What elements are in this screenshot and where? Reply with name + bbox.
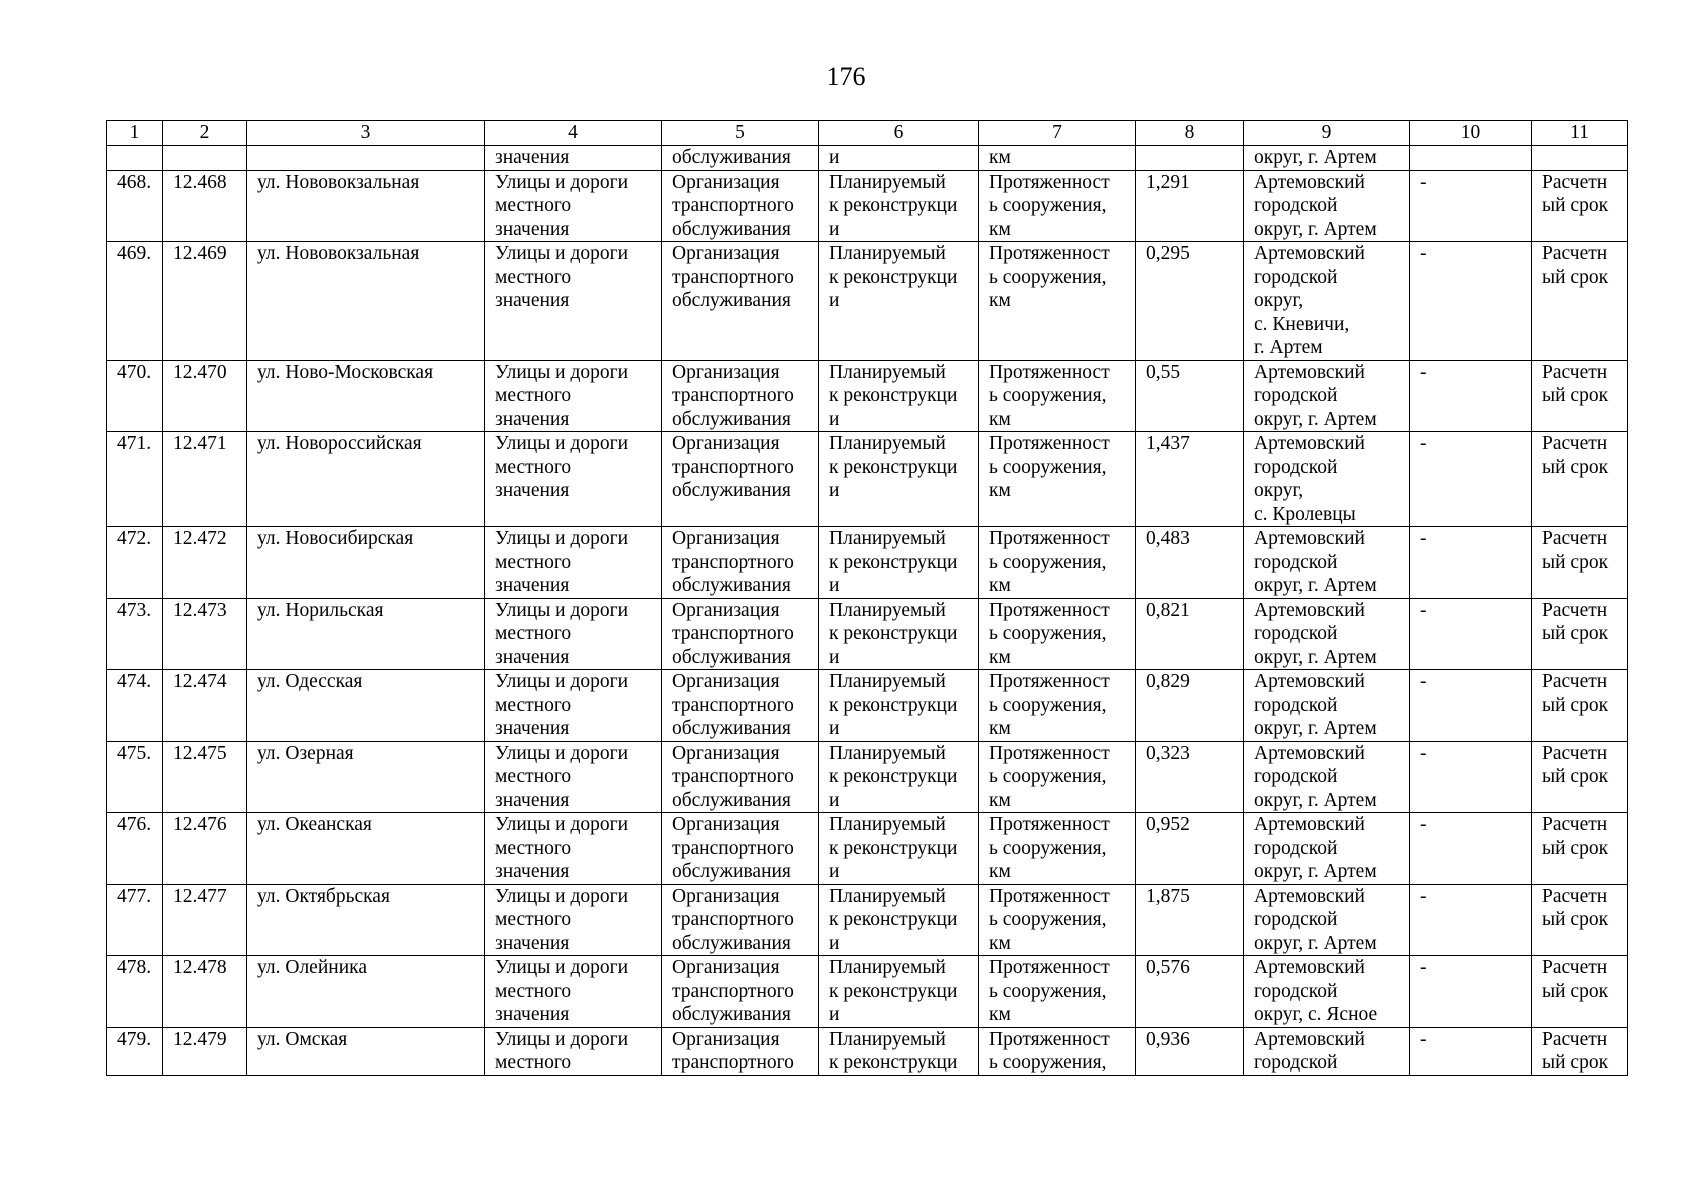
table-row	[107, 956, 1628, 1028]
table-cell: Улицы и дороги местного значения	[485, 956, 662, 1028]
table-row	[107, 670, 1628, 742]
table-cell: Улицы и дороги местного значения	[485, 432, 662, 527]
table-cell: округ, г. Артем	[1244, 146, 1410, 171]
table-cell: Улицы и дороги местного значения	[485, 360, 662, 432]
table-cell: Протяженност ь сооружения, км	[979, 242, 1136, 361]
table-cell: Организация транспортного обслуживания	[662, 360, 819, 432]
table-cell: Планируемый к реконструкци и	[819, 813, 979, 885]
table-cell: -	[1410, 598, 1532, 670]
header-cell: 1	[107, 121, 163, 146]
table-cell: и	[819, 146, 979, 171]
table-cell: Организация транспортного обслуживания	[662, 242, 819, 361]
table-cell: значения	[485, 146, 662, 171]
header-cell: 11	[1532, 121, 1628, 146]
table-row	[107, 598, 1628, 670]
table-cell: Протяженност ь сооружения, км	[979, 956, 1136, 1028]
table-cell: 470.	[107, 360, 163, 432]
table-cell: Планируемый к реконструкци и	[819, 242, 979, 361]
table-cell: ул. Омская	[247, 1027, 485, 1075]
table-cell: Расчетн ый срок	[1532, 884, 1628, 956]
header-cell: 9	[1244, 121, 1410, 146]
table-cell: Расчетн ый срок	[1532, 956, 1628, 1028]
table-cell: 477.	[107, 884, 163, 956]
table-cell: Планируемый к реконструкци и	[819, 741, 979, 813]
table-cell: Планируемый к реконструкци и	[819, 598, 979, 670]
table-cell: Артемовский городской округ, г. Артем	[1244, 884, 1410, 956]
table-cell: Протяженност ь сооружения, км	[979, 527, 1136, 599]
table-cell: -	[1410, 741, 1532, 813]
table-cell: Расчетн ый срок	[1532, 598, 1628, 670]
table-cell: Артемовский городской округ, с. Ясное	[1244, 956, 1410, 1028]
table-cell: 471.	[107, 432, 163, 527]
table-cell: ул. Нововокзальная	[247, 170, 485, 242]
table-cell: ул. Новороссийская	[247, 432, 485, 527]
table-cell: Расчетн ый срок	[1532, 360, 1628, 432]
table-cell: 1,291	[1136, 170, 1244, 242]
table-cell: -	[1410, 670, 1532, 742]
table-cell: 469.	[107, 242, 163, 361]
table-row	[107, 360, 1628, 432]
table-cell: Организация транспортного обслуживания	[662, 598, 819, 670]
table-cell: Артемовский городской округ, г. Артем	[1244, 598, 1410, 670]
table-row	[107, 813, 1628, 885]
table-cell: Организация транспортного обслуживания	[662, 956, 819, 1028]
table-cell: Артемовский городской округ, г. Артем	[1244, 170, 1410, 242]
table-cell: -	[1410, 884, 1532, 956]
table-cell: 0,821	[1136, 598, 1244, 670]
table-cell: Протяженност ь сооружения, км	[979, 884, 1136, 956]
carryover-row	[107, 146, 1628, 171]
table-cell: Организация транспортного обслуживания	[662, 741, 819, 813]
header-cell: 3	[247, 121, 485, 146]
table-cell: Протяженност ь сооружения, км	[979, 813, 1136, 885]
table-cell: 0,952	[1136, 813, 1244, 885]
table-cell: 479.	[107, 1027, 163, 1075]
table-row	[107, 242, 1628, 361]
table-cell: 0,576	[1136, 956, 1244, 1028]
table-cell: Расчетн ый срок	[1532, 670, 1628, 742]
table-cell: Протяженност ь сооружения, км	[979, 670, 1136, 742]
table-cell: ул. Ново-Московская	[247, 360, 485, 432]
registry-table	[106, 120, 1628, 1076]
table-cell: 0,55	[1136, 360, 1244, 432]
table-cell: Протяженност ь сооружения, км	[979, 598, 1136, 670]
table-row	[107, 170, 1628, 242]
table-cell	[1410, 146, 1532, 171]
table-cell: 1,437	[1136, 432, 1244, 527]
table-cell: 12.471	[163, 432, 247, 527]
column-number-header	[107, 121, 1628, 146]
header-cell: 2	[163, 121, 247, 146]
table-cell: ул. Октябрьская	[247, 884, 485, 956]
table-cell: 0,829	[1136, 670, 1244, 742]
table-cell: ул. Одесская	[247, 670, 485, 742]
table-cell: 1,875	[1136, 884, 1244, 956]
table-cell	[1532, 146, 1628, 171]
header-cell: 4	[485, 121, 662, 146]
table-cell: Расчетн ый срок	[1532, 1027, 1628, 1075]
table-cell: -	[1410, 360, 1532, 432]
table-cell: 12.469	[163, 242, 247, 361]
table-cell: Артемовский городской округ, с. Кролевцы	[1244, 432, 1410, 527]
table-cell: ул. Новосибирская	[247, 527, 485, 599]
table-cell: 468.	[107, 170, 163, 242]
table-cell: ул. Олейника	[247, 956, 485, 1028]
table-cell: Организация транспортного	[662, 1027, 819, 1075]
table-cell: 472.	[107, 527, 163, 599]
table-cell: Артемовский городской округ, г. Артем	[1244, 670, 1410, 742]
table-cell: Улицы и дороги местного	[485, 1027, 662, 1075]
header-cell: 10	[1410, 121, 1532, 146]
table-row	[107, 741, 1628, 813]
table-cell: Артемовский городской округ, г. Артем	[1244, 741, 1410, 813]
table-cell: 12.479	[163, 1027, 247, 1075]
table-cell: 12.472	[163, 527, 247, 599]
table-cell: 12.468	[163, 170, 247, 242]
table-cell: Улицы и дороги местного значения	[485, 884, 662, 956]
table-cell: 0,323	[1136, 741, 1244, 813]
header-cell: 6	[819, 121, 979, 146]
table-cell	[107, 146, 163, 171]
table-cell: 0,936	[1136, 1027, 1244, 1075]
table-cell: Улицы и дороги местного значения	[485, 741, 662, 813]
table-cell	[1136, 146, 1244, 171]
table-cell: Организация транспортного обслуживания	[662, 884, 819, 956]
table-cell: Протяженност ь сооружения, км	[979, 170, 1136, 242]
table-cell: Планируемый к реконструкци и	[819, 670, 979, 742]
table-cell: Расчетн ый срок	[1532, 527, 1628, 599]
header-cell: 5	[662, 121, 819, 146]
table-cell: ул. Озерная	[247, 741, 485, 813]
table-cell: Улицы и дороги местного значения	[485, 170, 662, 242]
table-cell: Артемовский городской	[1244, 1027, 1410, 1075]
page-number: 176	[826, 62, 866, 91]
table-cell: Планируемый к реконструкци и	[819, 432, 979, 527]
table-cell: Расчетн ый срок	[1532, 170, 1628, 242]
table-cell: Артемовский городской округ, с. Кневичи, г. Артем	[1244, 242, 1410, 361]
table-cell: Протяженност ь сооружения, км	[979, 432, 1136, 527]
table-cell: Улицы и дороги местного значения	[485, 527, 662, 599]
table-cell: 474.	[107, 670, 163, 742]
table-cell: Организация транспортного обслуживания	[662, 670, 819, 742]
table-cell: Улицы и дороги местного значения	[485, 242, 662, 361]
table-cell: Организация транспортного обслуживания	[662, 432, 819, 527]
table-cell: Улицы и дороги местного значения	[485, 598, 662, 670]
table-cell: обслуживания	[662, 146, 819, 171]
table-cell: 476.	[107, 813, 163, 885]
table-cell: -	[1410, 956, 1532, 1028]
table-cell: Протяженност ь сооружения, км	[979, 360, 1136, 432]
table-cell: Расчетн ый срок	[1532, 741, 1628, 813]
table-cell: 478.	[107, 956, 163, 1028]
table-cell: Организация транспортного обслуживания	[662, 170, 819, 242]
table-cell: Организация транспортного обслуживания	[662, 813, 819, 885]
table-cell: 12.476	[163, 813, 247, 885]
table-row	[107, 884, 1628, 956]
table-cell: -	[1410, 1027, 1532, 1075]
table-cell: Артемовский городской округ, г. Артем	[1244, 527, 1410, 599]
table-cell: -	[1410, 527, 1532, 599]
table-cell: Артемовский городской округ, г. Артем	[1244, 813, 1410, 885]
table-cell	[247, 146, 485, 171]
table-cell: ул. Океанская	[247, 813, 485, 885]
table-cell: -	[1410, 242, 1532, 361]
table-cell: 473.	[107, 598, 163, 670]
table-row	[107, 1027, 1628, 1075]
table-cell: Расчетн ый срок	[1532, 432, 1628, 527]
table-cell: 475.	[107, 741, 163, 813]
table-cell: 12.477	[163, 884, 247, 956]
table-cell: 12.475	[163, 741, 247, 813]
table-cell: Планируемый к реконструкци и	[819, 527, 979, 599]
table-cell: Планируемый к реконструкци	[819, 1027, 979, 1075]
table-row	[107, 527, 1628, 599]
table-row	[107, 432, 1628, 527]
table-cell: 0,295	[1136, 242, 1244, 361]
table-cell: Артемовский городской округ, г. Артем	[1244, 360, 1410, 432]
table-cell: км	[979, 146, 1136, 171]
table-cell: 12.473	[163, 598, 247, 670]
table-cell: Планируемый к реконструкци и	[819, 170, 979, 242]
table-cell: -	[1410, 432, 1532, 527]
table-cell: 12.470	[163, 360, 247, 432]
table-cell: ул. Норильская	[247, 598, 485, 670]
table-cell: Планируемый к реконструкци и	[819, 884, 979, 956]
table-cell: -	[1410, 170, 1532, 242]
table-cell: 12.478	[163, 956, 247, 1028]
table-cell: Организация транспортного обслуживания	[662, 527, 819, 599]
table-cell: Планируемый к реконструкци и	[819, 956, 979, 1028]
table-cell: 12.474	[163, 670, 247, 742]
table-cell: -	[1410, 813, 1532, 885]
header-cell: 7	[979, 121, 1136, 146]
table-cell: Протяженност ь сооружения, км	[979, 741, 1136, 813]
table-cell: Расчетн ый срок	[1532, 813, 1628, 885]
table-cell: Расчетн ый срок	[1532, 242, 1628, 361]
table-cell: Планируемый к реконструкци и	[819, 360, 979, 432]
table-cell: ул. Нововокзальная	[247, 242, 485, 361]
table-cell: Улицы и дороги местного значения	[485, 813, 662, 885]
header-cell: 8	[1136, 121, 1244, 146]
table-cell	[163, 146, 247, 171]
table-cell: 0,483	[1136, 527, 1244, 599]
table-cell: Улицы и дороги местного значения	[485, 670, 662, 742]
table-cell: Протяженност ь сооружения,	[979, 1027, 1136, 1075]
